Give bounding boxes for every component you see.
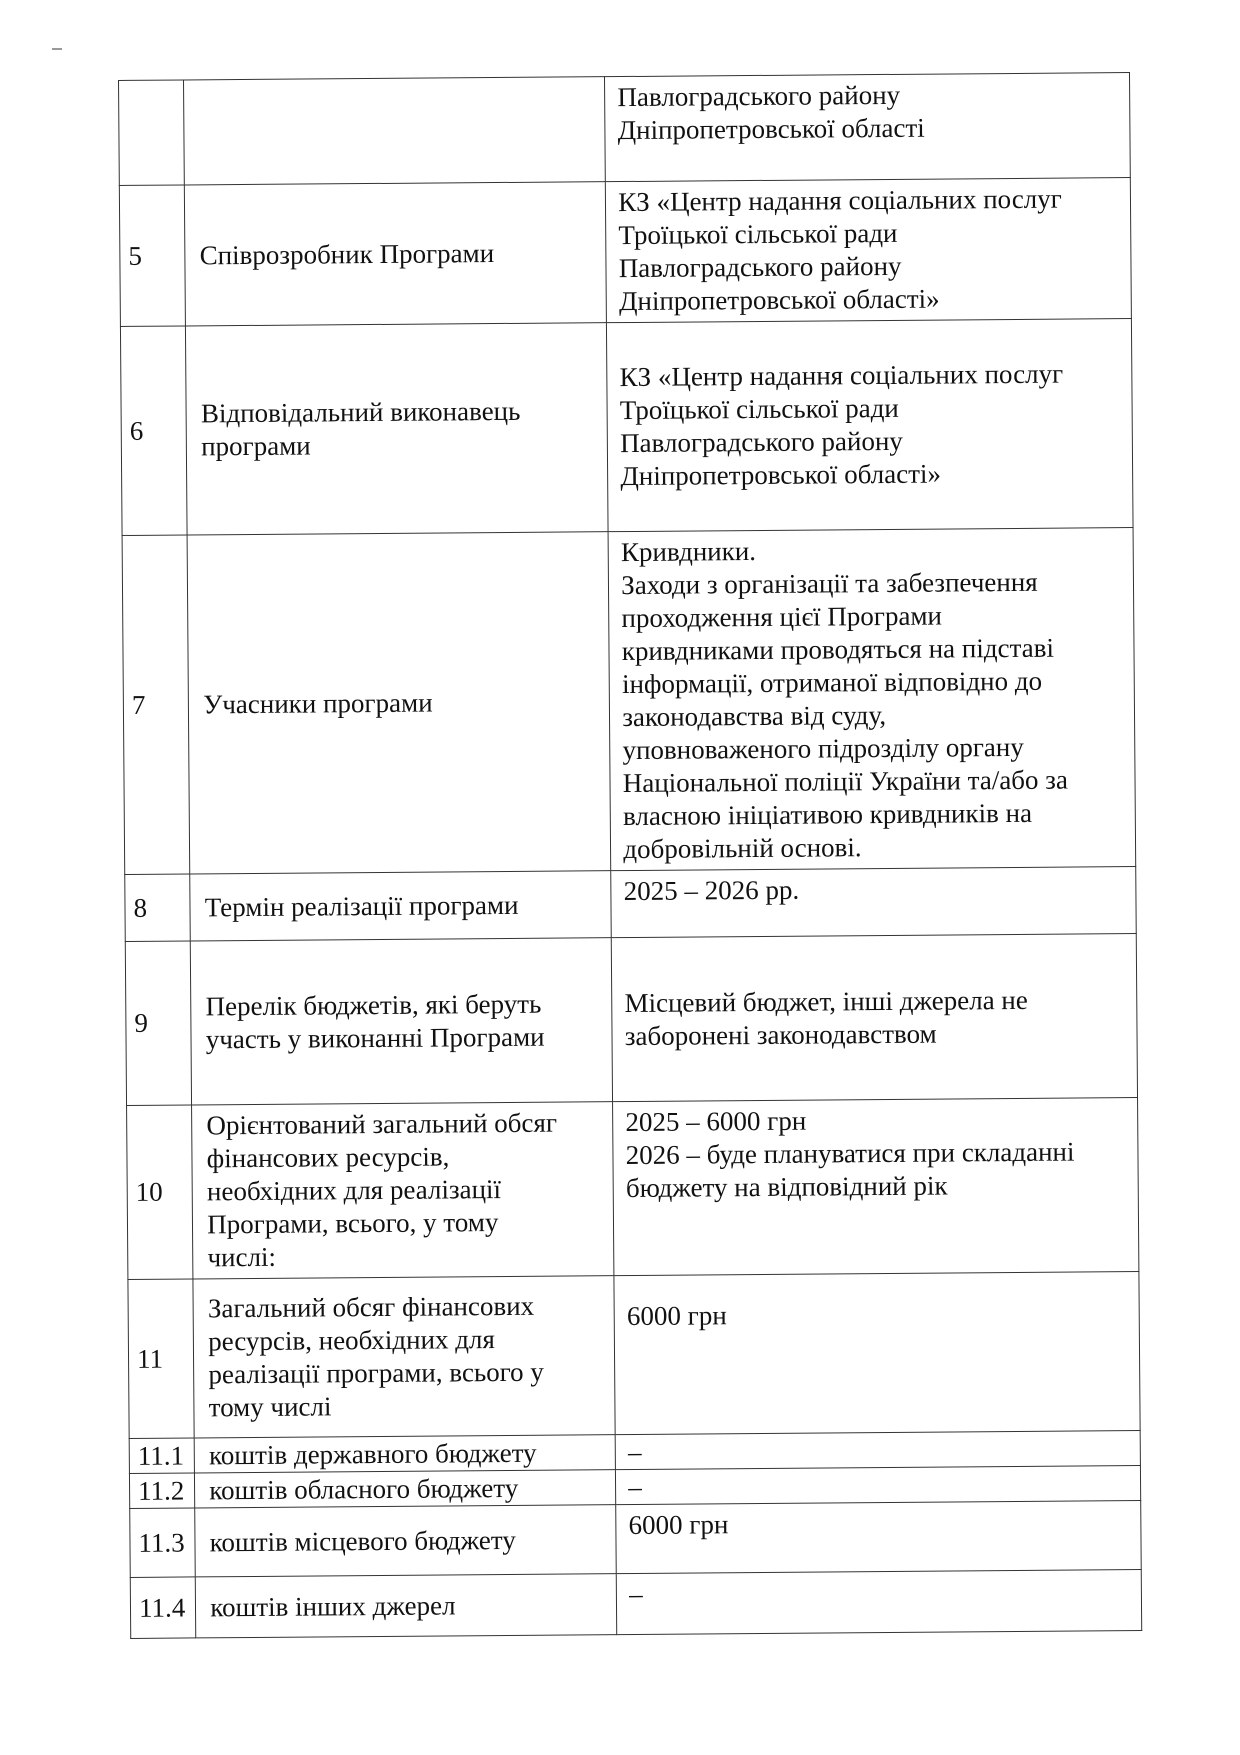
row-value: КЗ «Центр надання соціальних послуг Троїцької сільської ради Павлоградського району Дніпропетровської області» [606,178,1132,323]
row-number: 9 [125,941,192,1106]
row-value: – [616,1570,1141,1635]
row-label: Термін реалізації програми [190,871,612,941]
row-value: Кривдники. Заходи з організації та забезпечення проходження цієї Програми кривдниками проводяться на підставі інформації, отриманої відповідно до законодавства від суду, уповноваженого підрозділу органу Національної поліції України та/або за власною ініціативою кривдників на добровільній основі. [608,528,1135,871]
row-number: 7 [122,535,190,875]
table-row [130,1570,1141,1639]
row-value: 2025 – 2026 рр. [611,867,1136,938]
row-value: КЗ «Центр надання соціальних послуг Троїцької сільської ради Павлоградського району Дніпропетровської області» [607,319,1133,532]
row-label: Відповідальний виконавець програми [186,323,609,535]
row-label: коштів обласного бюджету [195,1470,616,1508]
row-number: 6 [120,326,187,536]
row-label: коштів місцевого бюджету [195,1505,617,1577]
row-label: Загальний обсяг фінансових ресурсів, необхідних для реалізації програми, всього у тому числі [193,1276,615,1438]
scan-mark [52,48,62,50]
table-row [122,528,1136,875]
table-row [130,1501,1142,1578]
row-label [184,77,606,185]
row-value: Павлоградського району Дніпропетровської області [605,73,1131,182]
row-number: 11.3 [130,1508,196,1578]
row-label: коштів державного бюджету [194,1435,615,1473]
table-row [120,319,1133,536]
row-value: 2025 – 6000 грн 2026 – буде плануватися при складанні бюджету на відповідний рік [613,1098,1139,1276]
row-number: 11.2 [129,1473,195,1509]
table-row [125,867,1136,942]
row-value: Місцевий бюджет, інші джерела не заборонені законодавством [612,934,1138,1102]
row-label: Співрозробник Програми [185,182,607,326]
table-row [125,934,1137,1106]
row-value: – [615,1431,1140,1470]
row-label: Учасники програми [187,532,611,874]
row-number: 8 [125,874,191,942]
row-label: Перелік бюджетів, які беруть участь у виконанні Програми [191,938,613,1105]
row-label: Орієнтований загальний обсяг фінансових ресурсів, необхідних для реалізації Програми, всього, у тому числі: [192,1102,614,1279]
row-value: 6000 грн [616,1501,1141,1574]
program-passport-table [118,72,1142,1639]
row-number: 11.4 [130,1577,196,1639]
table-row [119,73,1131,186]
row-number: 11 [128,1279,194,1439]
row-number: 11.1 [129,1438,195,1474]
row-number: 10 [127,1105,194,1280]
table-row [127,1098,1139,1280]
row-number [119,80,185,186]
table-row [119,178,1131,327]
row-number: 5 [119,185,185,327]
row-value: – [616,1466,1141,1505]
row-label: коштів інших джерел [196,1574,617,1638]
row-value: 6000 грн [614,1272,1140,1435]
table-row [128,1272,1140,1439]
